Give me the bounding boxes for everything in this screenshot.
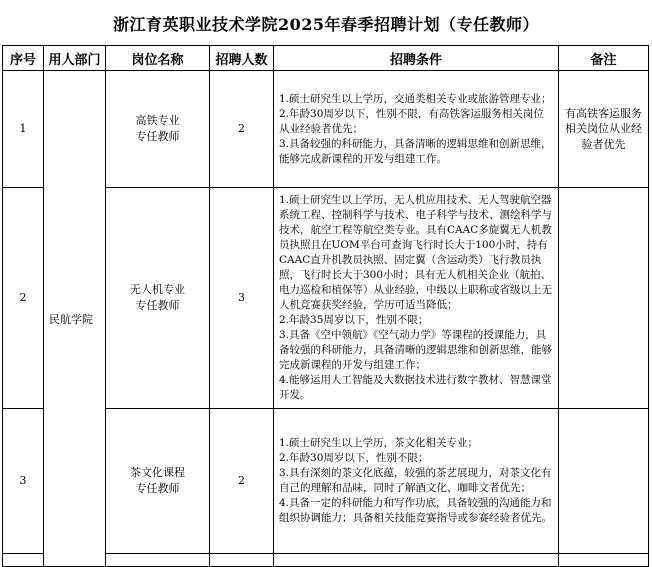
- headcount: 2: [210, 71, 274, 188]
- position-name-line: 无人机专业: [130, 283, 185, 296]
- position-name-line: 专任教师: [135, 130, 180, 143]
- position-name-line: 专任教师: [135, 299, 180, 312]
- row-number: 2: [3, 188, 44, 409]
- requirement-item: 4.具备一定的科研能力和写作功底，具备较强的沟通能力和组织协调能力；具备相关技能竞赛指导或参赛经验者优先。: [279, 497, 552, 524]
- requirements-cell: [274, 71, 559, 188]
- header-headcount: 招聘人数: [210, 46, 274, 71]
- note-cell: [559, 409, 649, 554]
- requirement-item: 2.年龄30周岁以下，性别不限；: [279, 452, 429, 464]
- empty-cell: [106, 554, 210, 567]
- position-name: [106, 409, 210, 554]
- requirement-item: 4.能够运用人工智能及大数据技术进行数字教材、智慧课堂开发。: [279, 374, 552, 401]
- header-serial-number: 序号: [3, 46, 44, 71]
- empty-cell: [274, 554, 559, 567]
- table-header-row: [3, 46, 649, 71]
- position-name-line: 专任教师: [135, 482, 180, 495]
- headcount: 3: [210, 188, 274, 409]
- empty-cell: [559, 554, 649, 567]
- requirements-cell: [274, 188, 559, 409]
- position-name-line: 茶文化课程: [130, 466, 185, 479]
- note-cell: [559, 188, 649, 409]
- document-title: 浙江育英职业技术学院2025年春季招聘计划（专任教师）: [112, 15, 540, 34]
- position-name-line: 高铁专业: [135, 114, 180, 127]
- requirement-item: 2.年龄35周岁以下，性别不限；: [279, 314, 429, 326]
- requirement-item: 3.具备《空中领航》《空气动力学》等课程的授课能力，具备较强的科研能力，具备清晰的逻辑思维和创新思维，能够完成新课程的开发与组建工作；: [279, 329, 552, 371]
- position-name: [106, 188, 210, 409]
- header-department: 用人部门: [44, 46, 106, 71]
- header-position-name: 岗位名称: [106, 46, 210, 71]
- empty-cell: [3, 554, 44, 567]
- position-name: [106, 71, 210, 188]
- row-number: 1: [3, 71, 44, 188]
- header-requirements: 招聘条件: [274, 46, 559, 71]
- requirement-item: 1.硕士研究生以上学历，交通类相关专业或旅游管理专业；: [279, 92, 552, 105]
- requirement-item: 1.硕士研究生以上学历，无人机应用技术、无人驾驶航空器系统工程、控制科学与技术、电子科学与技术、测绘科学与技术，航空工程等航空类专业。具有CAAC多旋翼无人机教员执照且在UOM平台可查询飞行时长大于100小时，持有CAAC直升机教员执照、固定翼（含运动类）飞行教员执照，飞行时长大于300小时；具有无人机相关企业（航拍、电力巡检和植保等）从业经验，中级以上职称或省级以上无人机竞赛获奖经验，学历可适当降低；: [279, 194, 552, 311]
- requirements-cell: [274, 409, 559, 554]
- table-row: [3, 71, 649, 188]
- headcount: 2: [210, 409, 274, 554]
- note-cell: 有高铁客运服务相关岗位从业经验者优先: [559, 71, 649, 188]
- recruitment-table: [2, 45, 649, 567]
- empty-cell: [210, 554, 274, 567]
- header-notes: 备注: [559, 46, 649, 71]
- requirement-item: 3.具备较强的科研能力，具备清晰的逻辑思维和创新思维，能够完成新课程的开发与组建工作。: [279, 137, 552, 165]
- department-cell: 民航学院: [44, 71, 106, 567]
- requirement-item: 3.具有深刻的茶文化底蕴，较强的茶艺展现力，对茶文化有自己的理解和品味，同时了解酒文化、咖啡文者优先；: [279, 467, 552, 494]
- requirement-item: 2.年龄30周岁以下，性别不限，有高铁客运服务相关岗位从业经验者优先；: [279, 107, 544, 135]
- row-number: 3: [3, 409, 44, 554]
- requirement-item: 1.硕士研究生以上学历，茶文化相关专业；: [279, 437, 479, 449]
